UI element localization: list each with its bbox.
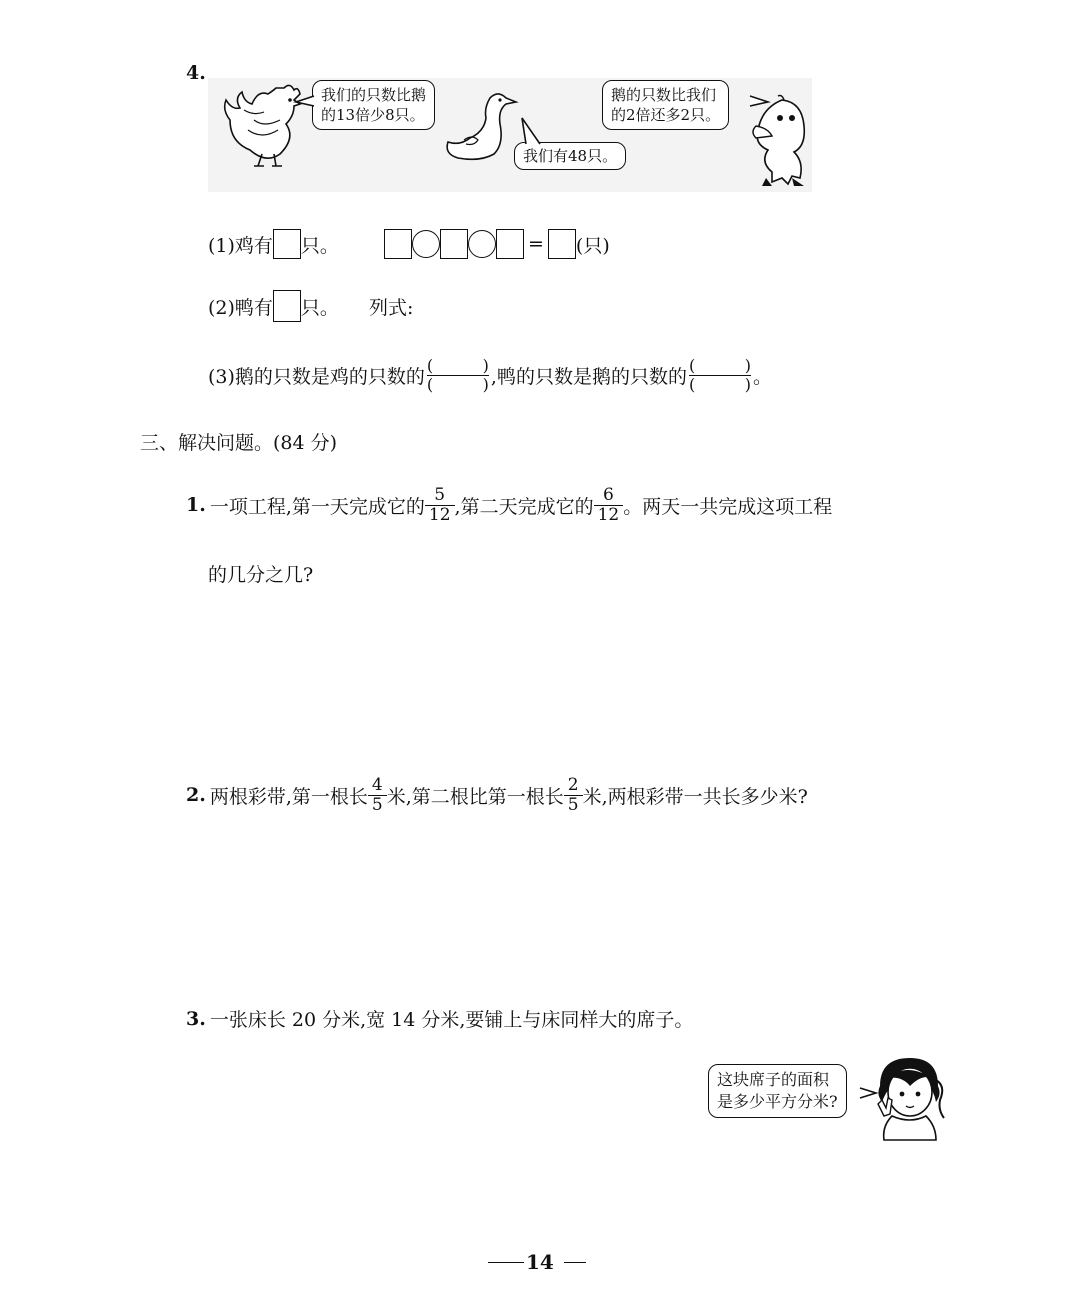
girl-illustration (866, 1056, 946, 1142)
duck-bubble-line-2: 的2倍还多2只。 (611, 106, 721, 124)
fraction-numerator: 4 (371, 774, 383, 795)
fraction-denominator: 12 (428, 504, 451, 525)
section-heading: 三、解决问题。(84 分) (140, 432, 338, 454)
paren-open: ( (426, 355, 434, 375)
q4-sub2-prefix: (2)鸭有 (208, 296, 273, 319)
footer-rule-left (488, 1262, 524, 1263)
equation-box-2[interactable] (440, 229, 468, 259)
fraction-2-5 (566, 776, 581, 815)
girl-bubble-line-2: 是多少平方分米? (717, 1092, 838, 1111)
problem-2-text-b: 米,第二根比第一根长 (386, 785, 564, 808)
q4-sub2 (208, 290, 413, 322)
goose-speech-bubble: 我们有48只。 (514, 142, 626, 170)
fraction-6-12 (596, 486, 622, 525)
rooster-bubble-line-1: 我们的只数比鹅 (321, 86, 427, 104)
rooster-speech-bubble (312, 80, 435, 130)
fraction-numerator: 2 (567, 774, 579, 795)
paren-close: ) (744, 374, 751, 394)
fraction-denominator: 5 (371, 794, 383, 815)
chicken-count-box[interactable] (273, 229, 301, 259)
q4-sub1 (208, 229, 339, 259)
duck-speech-bubble (602, 80, 729, 130)
problem-2 (186, 774, 808, 816)
q4-sub3-text-1: (3)鹅的只数是鸡的只数的 (208, 365, 425, 388)
paren-close: ) (482, 355, 489, 375)
paren-open: ( (688, 355, 696, 375)
blank-fraction-1[interactable] (427, 357, 489, 394)
equals-sign: = (528, 233, 544, 255)
q4-sub2-suffix: 只。 (300, 296, 339, 319)
problem-3-text: 一张床长 20 分米,宽 14 分米,要铺上与床同样大的席子。 (209, 1009, 694, 1031)
blank-fraction-2[interactable] (689, 357, 751, 394)
rooster-bubble-tail (296, 94, 314, 108)
question-number-4: 4. (186, 62, 206, 84)
q4-sub3 (208, 354, 772, 396)
equation-box-1[interactable] (384, 229, 412, 259)
rooster-illustration (214, 80, 304, 168)
equation-result-box[interactable] (548, 229, 576, 259)
girl-speech-bubble (708, 1064, 847, 1118)
duck-bubble-line-1: 鹅的只数比我们 (611, 86, 717, 104)
paren-open: ( (688, 374, 696, 394)
problem-1-number: 1. (186, 494, 206, 516)
girl-bubble-line-1: 这块席子的面积 (717, 1070, 830, 1089)
problem-2-text-c: 米,两根彩带一共长多少米? (582, 785, 808, 808)
operator-circle-1[interactable] (412, 230, 440, 258)
paren-close: ) (482, 374, 489, 394)
q4-sub3-text-2: ,鸭的只数是鹅的只数的 (490, 365, 687, 388)
problem-3 (186, 1005, 693, 1032)
fraction-numerator: 6 (602, 484, 614, 505)
q4-sub1-prefix: (1)鸡有 (208, 234, 273, 257)
problem-1-text-a: 一项工程,第一天完成它的 (209, 495, 425, 518)
problem-1-line-2: 的几分之几? (208, 564, 314, 586)
duck-count-box[interactable] (273, 290, 301, 322)
footer-rule-right (564, 1262, 586, 1263)
equation-box-3[interactable] (496, 229, 524, 259)
goose-bubble-tail (522, 118, 546, 144)
paren-close: ) (744, 355, 751, 375)
duck-illustration (752, 96, 812, 190)
fraction-5-12 (427, 486, 453, 525)
fraction-denominator: 5 (567, 794, 579, 815)
q4-sub3-end: 。 (752, 365, 772, 388)
fraction-4-5 (370, 776, 385, 815)
problem-1 (186, 484, 832, 526)
page-number: 14 (526, 1250, 554, 1274)
problem-2-number: 2. (186, 784, 206, 806)
unit-label: (只) (575, 234, 610, 257)
formula-label: 列式: (368, 296, 414, 319)
problem-3-number: 3. (186, 1007, 206, 1030)
operator-circle-2[interactable] (468, 230, 496, 258)
fraction-numerator: 5 (434, 484, 446, 505)
paren-open: ( (426, 374, 434, 394)
rooster-bubble-line-2: 的13倍少8只。 (321, 106, 425, 124)
problem-1-text-b: ,第二天完成它的 (454, 495, 594, 518)
fraction-denominator: 12 (597, 504, 620, 525)
problem-2-text-a: 两根彩带,第一根长 (209, 785, 368, 808)
q4-sub1-equation (384, 229, 610, 259)
q4-sub1-suffix: 只。 (300, 234, 339, 257)
problem-1-text-c: 。两天一共完成这项工程 (623, 495, 833, 518)
